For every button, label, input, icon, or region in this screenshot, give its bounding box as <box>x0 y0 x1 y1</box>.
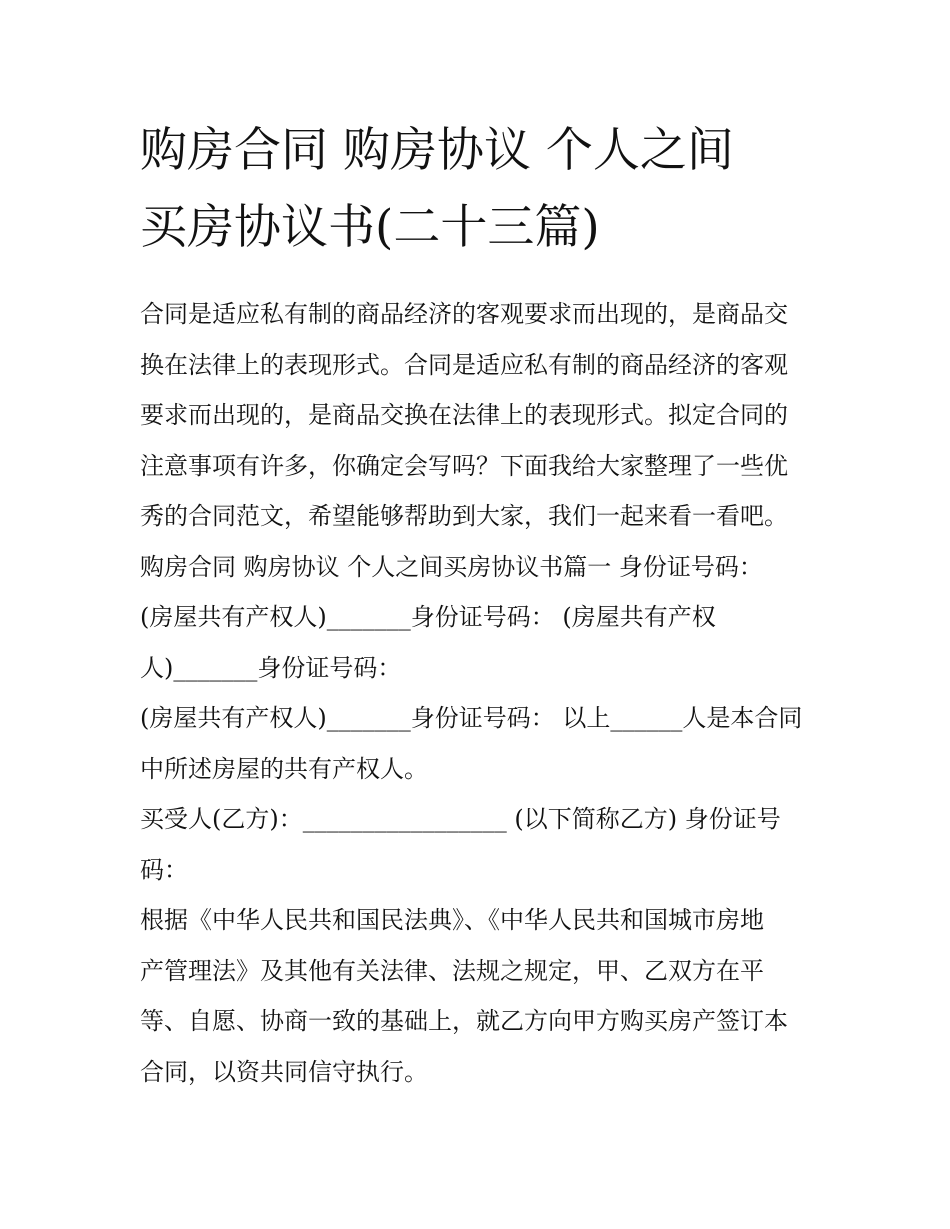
body-line: 人)_______身份证号码： <box>140 653 402 682</box>
body-line: 买受人(乙方)：_________________ (以下简称乙方) 身份证号 <box>140 805 781 833</box>
title-line: 买房协议书(二十三篇) <box>140 200 600 255</box>
title-line: 购房合同 购房协议 个人之间 <box>140 123 734 178</box>
body-line: 合同，以资共同信守执行。 <box>140 1057 428 1086</box>
body-line: (房屋共有产权人)_______身份证号码： (房屋共有产权 <box>140 603 716 631</box>
body-line: 产管理法》及其他有关法律、法规之规定，甲、乙双方在平 <box>140 956 764 985</box>
body-line: (房屋共有产权人)_______身份证号码： 以上______人是本合同 <box>140 704 803 732</box>
body-line: 中所述房屋的共有产权人。 <box>140 754 428 783</box>
body-line: 购房合同 购房协议 个人之间买房协议书篇一 身份证号码： <box>140 552 763 581</box>
body-line: 合同是适应私有制的商品经济的客观要求而出现的，是商品交 <box>140 300 788 328</box>
document-title <box>140 112 820 266</box>
body-line: 根据《中华人民共和国民法典》、《中华人民共和国城市房地 <box>140 906 764 934</box>
document-body <box>140 289 820 1097</box>
body-line: 秀的合同范文，希望能够帮助到大家，我们一起来看一看吧。 <box>140 502 788 530</box>
body-line: 码： <box>140 855 188 884</box>
body-line: 注意事项有许多，你确定会写吗？下面我给大家整理了一些优 <box>140 451 788 480</box>
body-line: 要求而出现的，是商品交换在法律上的表现形式。拟定合同的 <box>140 401 788 429</box>
body-line: 换在法律上的表现形式。合同是适应私有制的商品经济的客观 <box>140 350 788 379</box>
document-page <box>140 112 820 1097</box>
body-line: 等、自愿、协商一致的基础上，就乙方向甲方购买房产签订本 <box>140 1007 788 1035</box>
